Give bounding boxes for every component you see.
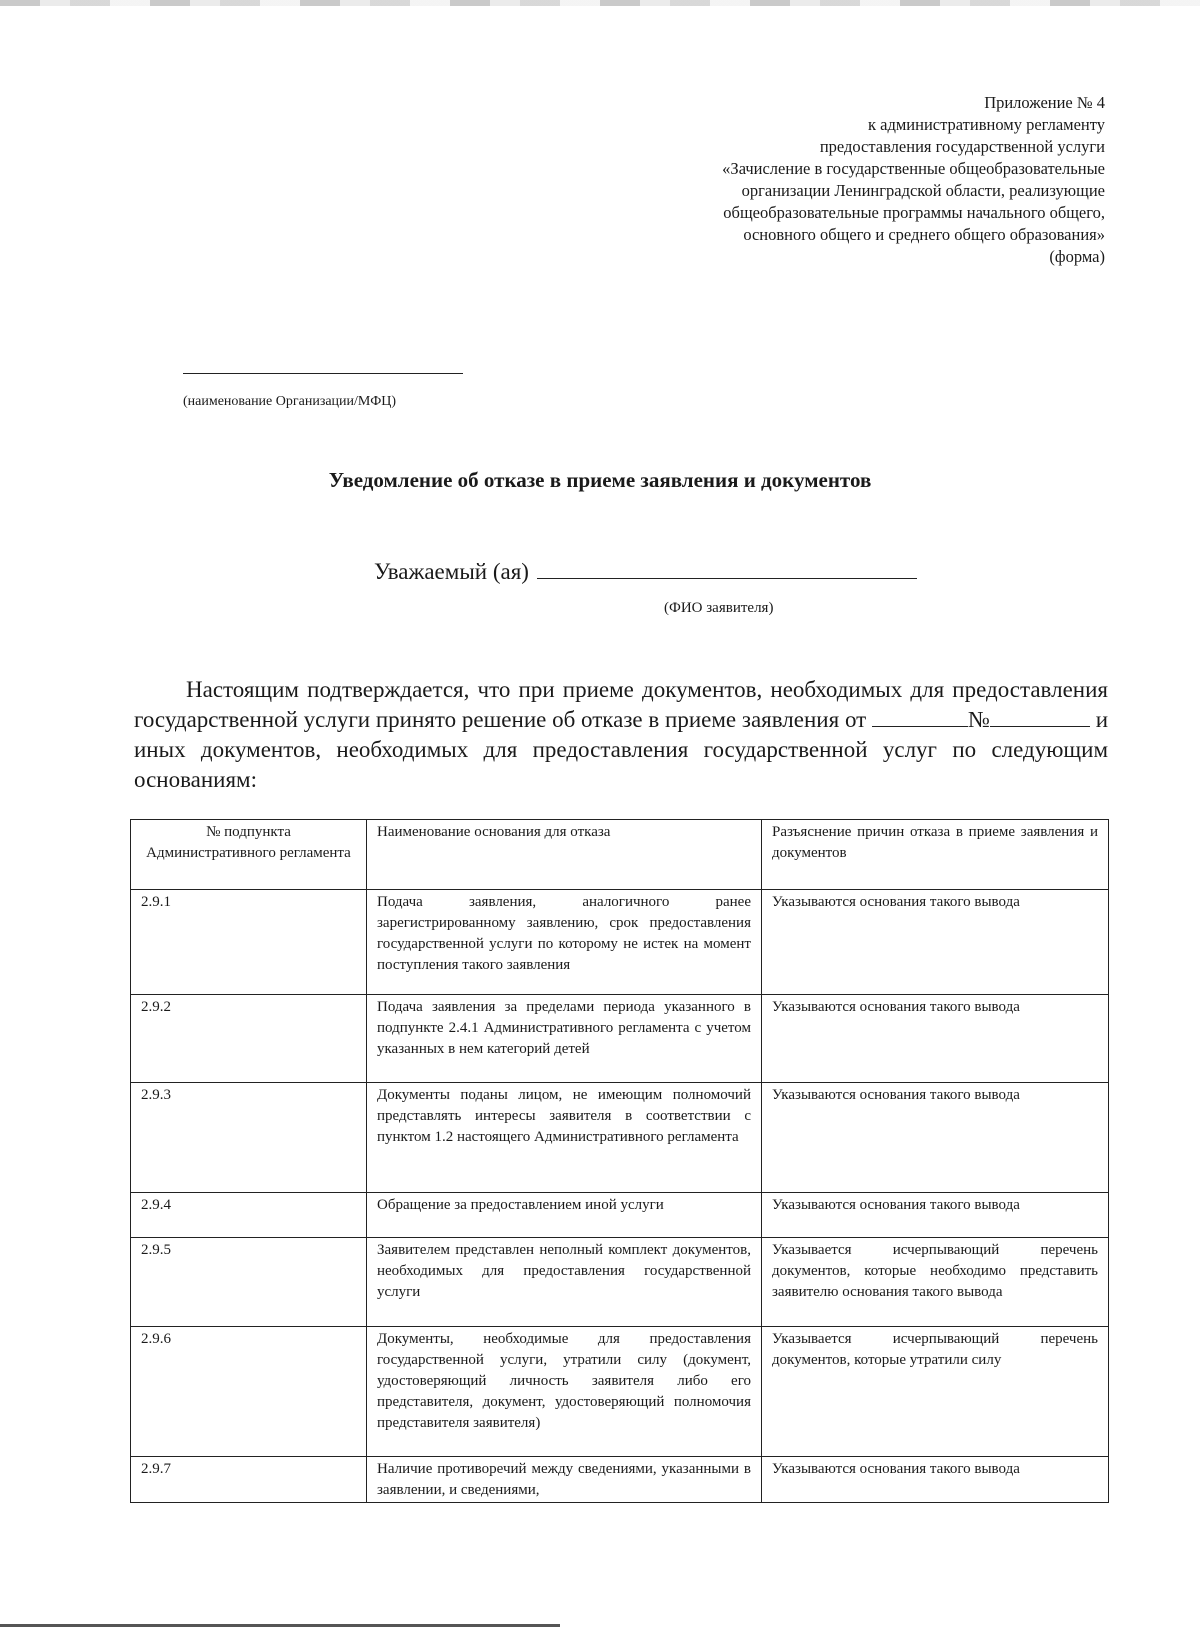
header-reason: Наименование основания для отказа [367, 820, 762, 890]
header-subclause: № подпункта Административного регламента [131, 820, 367, 890]
table-row [131, 995, 1109, 1083]
row-explanation: Указываются основания такого вывода [762, 1083, 1109, 1193]
appendix-line: основного общего и среднего общего образования» [743, 225, 1105, 244]
appendix-line: общеобразовательные программы начального общего, [723, 203, 1105, 222]
scan-edge-bottom [0, 1624, 560, 1627]
row-explanation: Указывается исчерпывающий перечень документов, которые необходимо представить заявителю основания такого вывода [762, 1238, 1109, 1327]
row-number: 2.9.3 [131, 1083, 367, 1193]
row-reason: Документы поданы лицом, не имеющим полномочий представлять интересы заявителя в соответствии с пунктом 1.2 настоящего Административного регламента [367, 1083, 762, 1193]
applicant-name-caption: (ФИО заявителя) [664, 600, 774, 616]
refusal-reasons-table [130, 819, 1109, 1503]
application-number-blank [990, 708, 1090, 727]
document-title: Уведомление об отказе в приеме заявления и документов [328, 468, 872, 492]
table-row [131, 890, 1109, 995]
row-reason: Обращение за предоставлением иной услуги [367, 1193, 762, 1238]
row-number: 2.9.4 [131, 1193, 367, 1238]
table-header-row [131, 820, 1109, 890]
number-sign: № [967, 707, 990, 732]
row-number: 2.9.5 [131, 1238, 367, 1327]
appendix-line: Приложение № 4 [984, 93, 1105, 112]
row-explanation: Указываются основания такого вывода [762, 995, 1109, 1083]
body-part-2: и иных документов, необходимых для предоставления государственной услуг по следующим основаниям: [134, 707, 1109, 792]
row-explanation: Указываются основания такого вывода [762, 890, 1109, 995]
appendix-line: к административному регламенту [868, 115, 1105, 134]
row-explanation: Указываются основания такого вывода [762, 1457, 1109, 1503]
organization-caption: (наименование Организации/МФЦ) [183, 394, 397, 409]
appendix-line: (форма) [1049, 247, 1105, 266]
appendix-block [545, 92, 1105, 268]
salutation-text: Уважаемый (ая) [374, 559, 529, 584]
row-number: 2.9.2 [131, 995, 367, 1083]
row-reason: Подача заявления за пределами периода указанного в подпункте 2.4.1 Административного регламента с учетом указанных в нем категорий детей [367, 995, 762, 1083]
scan-edge-top [0, 0, 1200, 6]
row-reason: Документы, необходимые для предоставления государственной услуги, утратили силу (документ, удостоверяющий личность заявителя либо его представителя, документ, удостоверяющий полномочия представителя заявителя) [367, 1327, 762, 1457]
appendix-line: «Зачисление в государственные общеобразовательные [722, 159, 1105, 178]
organization-name-blank [183, 373, 463, 374]
applicant-name-blank [537, 556, 917, 579]
table-row [131, 1457, 1109, 1503]
table-row [131, 1083, 1109, 1193]
row-number: 2.9.6 [131, 1327, 367, 1457]
body-part-1: Настоящим подтверждается, что при приеме документов, необходимых для предоставления государственной услуги принято решение об отказе в приеме заявления от [134, 677, 1108, 732]
notice-body [134, 675, 1108, 795]
appendix-line: предоставления государственной услуги [819, 137, 1105, 156]
table-row [131, 1193, 1109, 1238]
row-reason: Подача заявления, аналогичного ранее зарегистрированному заявлению, срок предоставления государственной услуги по которому не истек на момент поступления такого заявления [367, 890, 762, 995]
table-row [131, 1327, 1109, 1457]
salutation [374, 556, 917, 585]
application-date-blank [872, 708, 968, 727]
row-reason: Наличие противоречий между сведениями, указанными в заявлении, и сведениями, [367, 1457, 762, 1503]
row-reason: Заявителем представлен неполный комплект документов, необходимых для предоставления государственной услуги [367, 1238, 762, 1327]
row-number: 2.9.1 [131, 890, 367, 995]
header-explanation: Разъяснение причин отказа в приеме заявления и документов [762, 820, 1109, 890]
row-explanation: Указывается исчерпывающий перечень документов, которые утратили силу [762, 1327, 1109, 1457]
row-number: 2.9.7 [131, 1457, 367, 1503]
row-explanation: Указываются основания такого вывода [762, 1193, 1109, 1238]
appendix-line: организации Ленинградской области, реализующие [741, 181, 1105, 200]
table-row [131, 1238, 1109, 1327]
